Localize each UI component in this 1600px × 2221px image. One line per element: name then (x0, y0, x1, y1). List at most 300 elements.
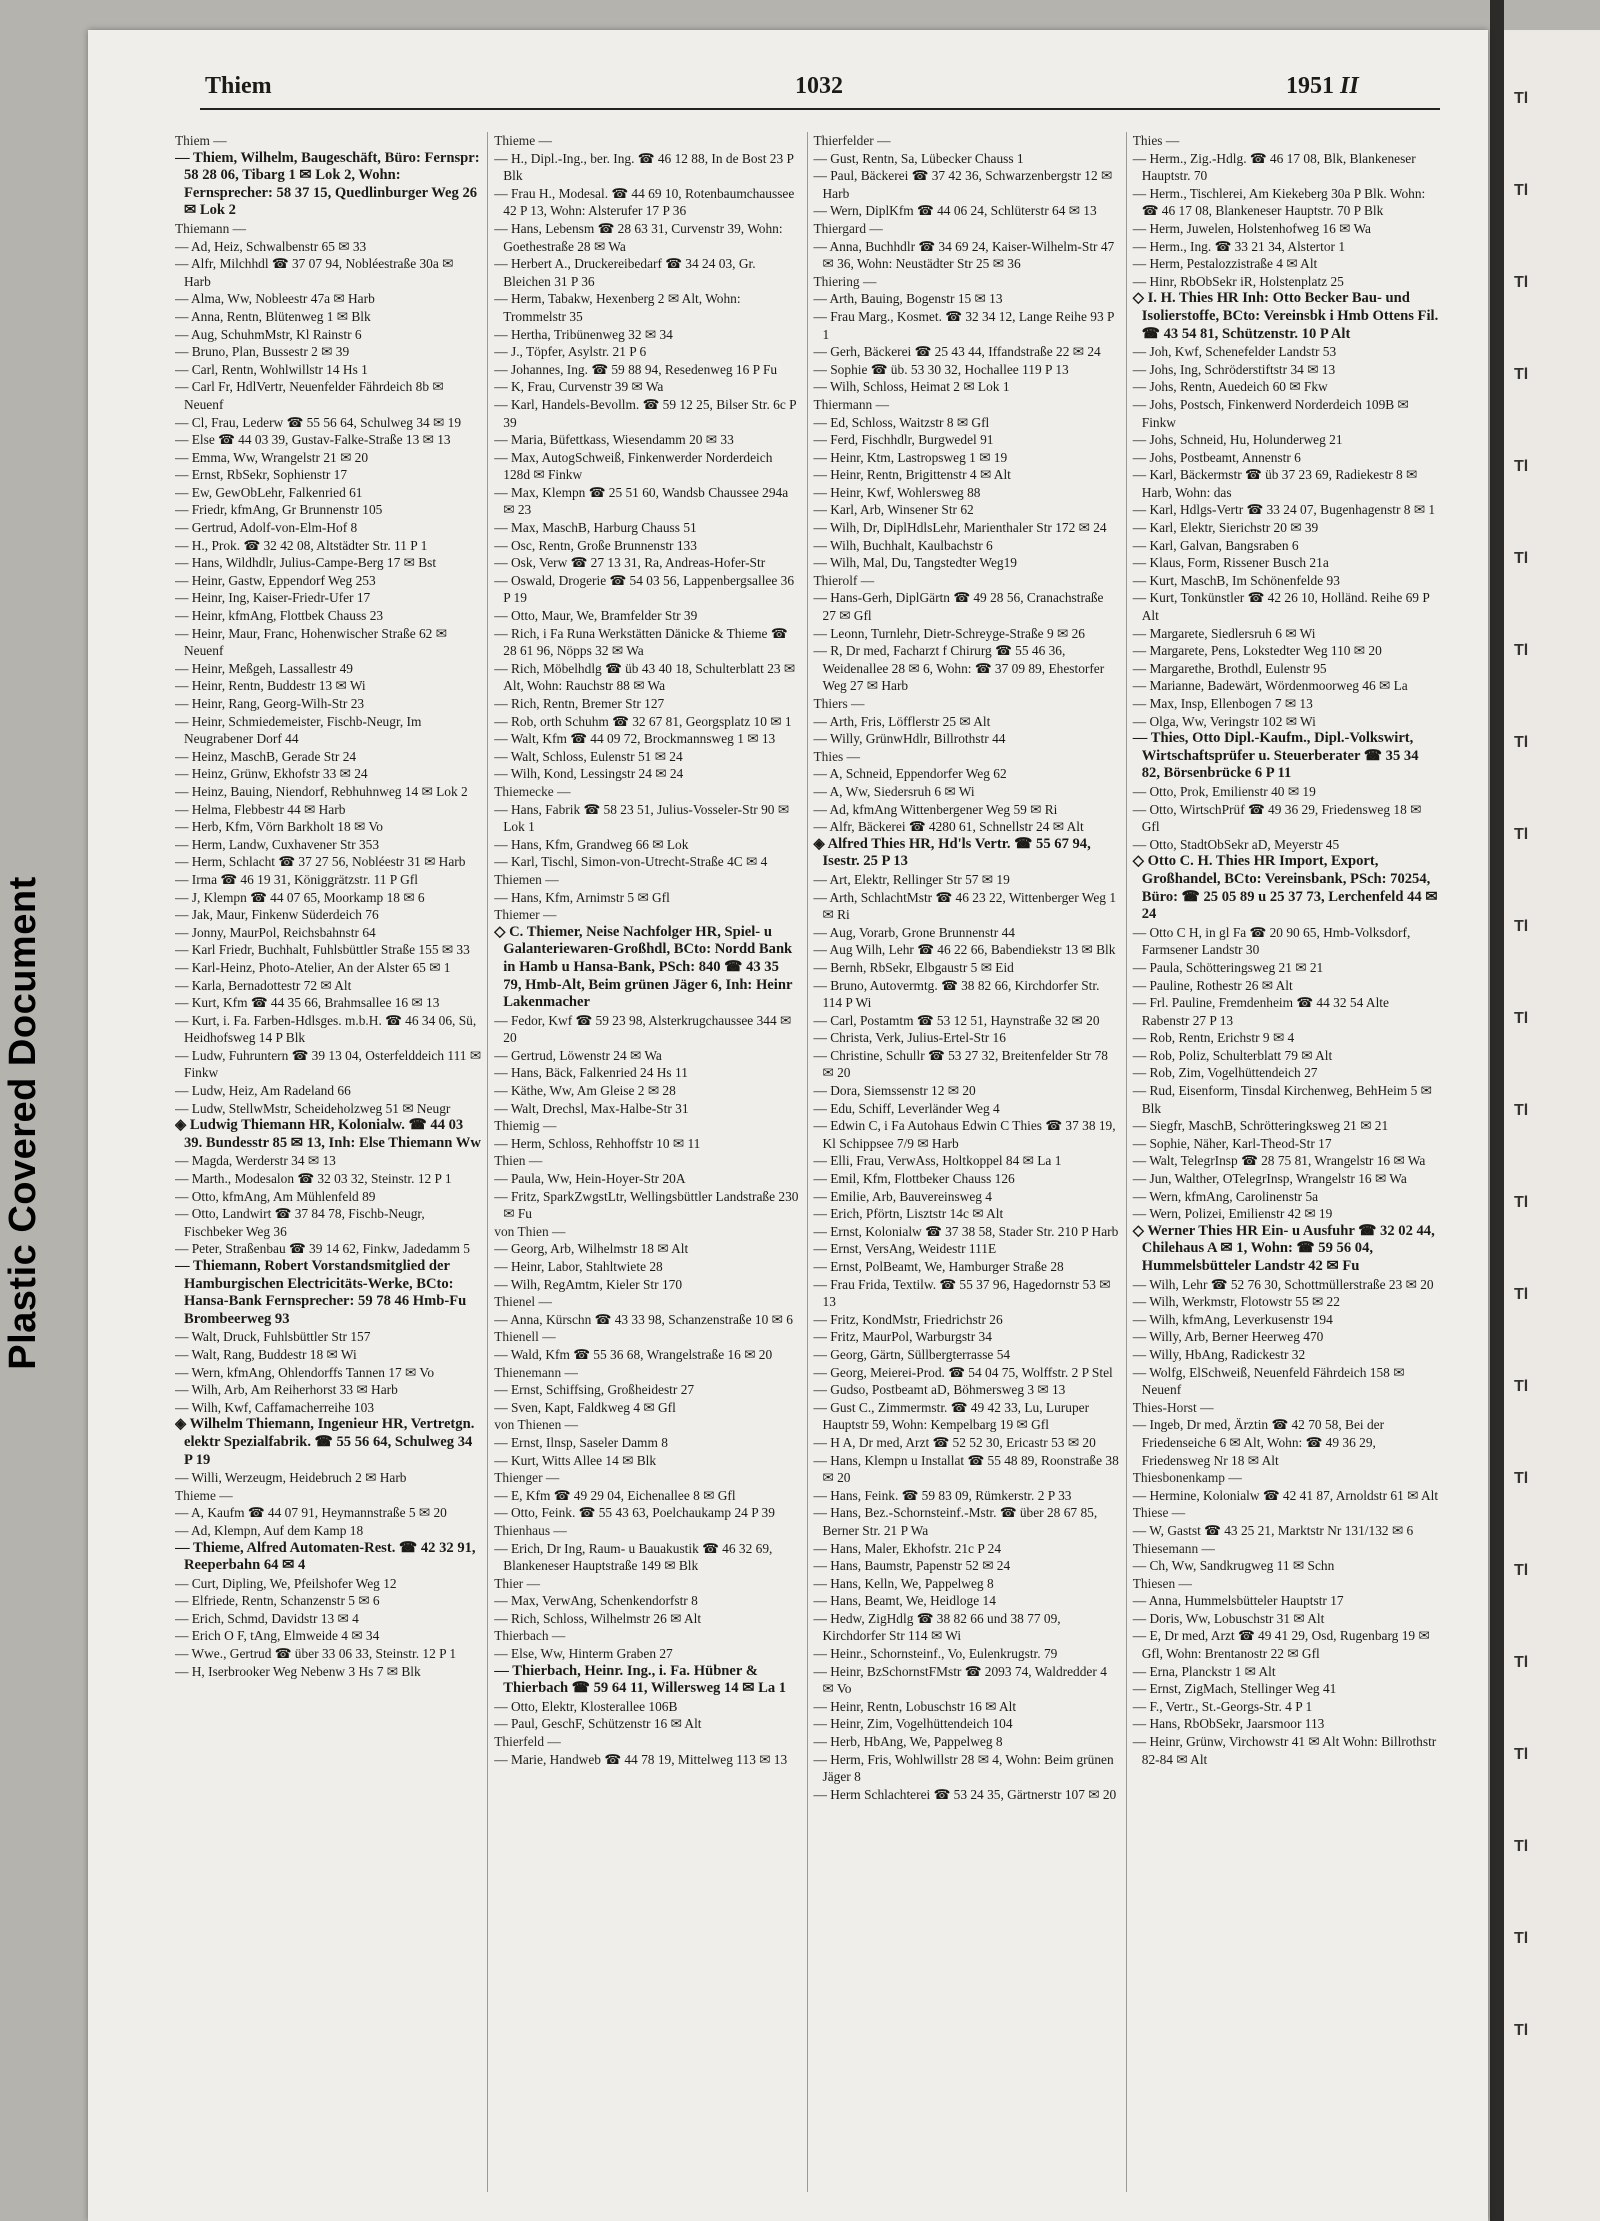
column-2 (487, 132, 806, 2192)
directory-entry: Thieme — (494, 133, 552, 148)
directory-entry: — Willi, Werzeugm, Heidebruch 2 ✉ Harb (175, 1470, 407, 1486)
directory-entry: — Otto, StadtObSekr aD, Meyerstr 45 (1132, 836, 1340, 852)
directory-entry: — Herm., Tischlerei, Am Kiekeberg 30a P Blk. Wohn: ☎ 46 17 08, Blankeneser Hauptstr. 70 P Blk (1132, 185, 1426, 219)
directory-entry: — Ernst, RbSekr, Sophienstr 17 (175, 467, 348, 483)
directory-entry: — Hans, Baumstr, Papenstr 52 ✉ 24 (813, 1558, 1011, 1574)
directory-entry: — Hertha, Tribünenweg 32 ✉ 34 (494, 326, 673, 342)
directory-entry: — Alfr, Bäckerei ☎ 4280 61, Schnellstr 24 ✉ Alt (813, 819, 1084, 835)
column-4 (1126, 132, 1445, 2192)
directory-entry: — Herm, Schlacht ☎ 37 27 56, Nobléestr 31 ✉ Harb (175, 854, 466, 870)
directory-entry: — Wern, Polizei, Emilienstr 42 ✉ 19 (1132, 1206, 1333, 1222)
directory-entry: — Otto, Maur, We, Bramfelder Str 39 (494, 608, 698, 624)
directory-entry: — Olga, Ww, Veringstr 102 ✉ Wi (1132, 713, 1316, 729)
next-page-fragment: Tl (1514, 1746, 1529, 1763)
directory-entry: — Karl, Arb, Winsener Str 62 (813, 502, 974, 518)
directory-entry: — Otto C H, in gl Fa ☎ 20 90 65, Hmb-Volksdorf, Farmsener Landstr 30 (1132, 924, 1411, 958)
directory-entry: — Oswald, Drogerie ☎ 54 03 56, Lappenbergsallee 36 P 19 (494, 572, 795, 606)
directory-entry: — Wilh, Werkmstr, Flotowstr 55 ✉ 22 (1132, 1294, 1340, 1310)
directory-entry: — Thies, Otto Dipl.-Kaufm., Dipl.-Volkswirt, Wirtschaftsprüfer u. Steuerberater ☎ 35 34 82, Börsenbrücke 6 P 11 (1132, 730, 1419, 782)
directory-entry: — Kurt, Tonkünstler ☎ 42 26 10, Holländ. Reihe 69 P Alt (1132, 590, 1430, 624)
directory-entry: — Heinz, Bauing, Niendorf, Rebhuhnweg 14 ✉ Lok 2 (175, 783, 468, 799)
directory-entry: — H, Iserbrooker Weg Nebenw 3 Hs 7 ✉ Blk (175, 1663, 421, 1679)
directory-entry: — Heinr, Kwf, Wohlersweg 88 (813, 484, 981, 500)
directory-entry: — Johs, Postbeamt, Annenstr 6 (1132, 449, 1301, 465)
directory-entry: — Georg, Arb, Wilhelmstr 18 ✉ Alt (494, 1241, 689, 1257)
directory-entry: — Edwin C, i Fa Autohaus Edwin C Thies ☎ 37 38 19, Kl Schippsee 7/9 ✉ Harb (813, 1118, 1116, 1151)
directory-entry: — Heinr, Rang, Georg-Wilh-Str 23 (175, 696, 365, 711)
directory-entry: — Erich, Pförtn, Lisztstr 14c ✉ Alt (813, 1206, 1004, 1222)
directory-entry: — Karl, Galvan, Bangsraben 6 (1132, 537, 1299, 553)
directory-entry: — Karl Friedr, Buchhalt, Fuhlsbüttler Straße 155 ✉ 33 (175, 942, 470, 958)
directory-entry: — Otto, Feink. ☎ 55 43 63, Poelchaukamp 24 P 39 (494, 1505, 775, 1521)
directory-entry: ◈ Alfred Thies HR, Hd'ls Vertr. ☎ 55 67 94, Isestr. 25 P 13 (813, 835, 1091, 870)
directory-entry: — Paul, Bäckerei ☎ 37 42 36, Schwarzenbergstr 12 ✉ Harb (813, 168, 1113, 201)
directory-entry: — Ad, Klempn, Auf dem Kamp 18 (175, 1522, 364, 1538)
directory-entry: — Heinr, Labor, Stahltwiete 28 (494, 1259, 663, 1274)
directory-entry: — Otto, kfmAng, Am Mühlenfeld 89 (175, 1188, 376, 1204)
directory-entry: — Otto, Prok, Emilienstr 40 ✉ 19 (1132, 783, 1316, 799)
directory-entry: — Herbert A., Druckereibedarf ☎ 34 24 03, Gr. Bleichen 31 P 36 (494, 256, 756, 289)
directory-entry: — Joh, Kwf, Schenefelder Landstr 53 (1132, 344, 1337, 360)
directory-entry: — Heinr, Schmiedemeister, Fischb-Neugr, Im Neugrabener Dorf 44 (175, 713, 422, 747)
directory-entry: — Ch, Ww, Sandkrugweg 11 ✉ Schn (1132, 1558, 1335, 1574)
directory-entry: — Max, Insp, Ellenbogen 7 ✉ 13 (1132, 696, 1313, 711)
directory-entry: — Wilh, Arb, Am Reiherhorst 33 ✉ Harb (175, 1382, 398, 1398)
directory-entry: ◈ Ludwig Thiemann HR, Kolonialw. ☎ 44 03 39. Bundesstr 85 ✉ 13, Inh: Else Thiemann Ww (175, 1117, 481, 1151)
directory-entry: von Thienen — (494, 1417, 579, 1433)
next-page-fragment: Tl (1514, 1562, 1529, 1579)
directory-entry: — Carl, Postamtm ☎ 53 12 51, Haynstraße 32 ✉ 20 (813, 1012, 1100, 1028)
next-page-fragment: Tl (1514, 182, 1529, 199)
directory-entry: — Alma, Ww, Nobleestr 47a ✉ Harb (175, 291, 375, 307)
directory-entry: — Ernst, VersAng, Weidestr 111E (813, 1241, 997, 1257)
directory-entry: — Magda, Werderstr 34 ✉ 13 (175, 1153, 336, 1169)
next-page-fragment: Tl (1514, 2022, 1529, 2039)
directory-entry: — Erna, Planckstr 1 ✉ Alt (1132, 1663, 1276, 1679)
directory-entry: — E, Dr med, Arzt ☎ 49 41 29, Osd, Rugenbarg 19 ✉ Gfl, Wohn: Brentanostr 22 ✉ Gfl (1132, 1628, 1430, 1662)
directory-entry: — K, Frau, Curvenstr 39 ✉ Wa (494, 379, 664, 395)
directory-entry: — Frau H., Modesal. ☎ 44 69 10, Rotenbaumchaussee 42 P 13, Wohn: Alsterufer 17 P 36 (494, 185, 795, 219)
header-part: II (1340, 73, 1359, 99)
next-page-fragment: Tl (1514, 1286, 1529, 1303)
directory-entry: — Fritz, KondMstr, Friedrichstr 26 (813, 1311, 1003, 1327)
directory-entry: — Otto, WirtschPrüf ☎ 49 36 29, Friedensweg 18 ✉ Gfl (1132, 801, 1422, 835)
directory-entry: — Hans, Beamt, We, Heidloge 14 (813, 1593, 996, 1609)
directory-entry: Thiemer — (494, 907, 557, 923)
directory-entry: — Rob, orth Schuhm ☎ 32 67 81, Georgsplatz 10 ✉ 1 (494, 713, 792, 729)
directory-entry: — Ingeb, Dr med, Ärztin ☎ 42 70 58, Bei der Friedenseiche 6 ✉ Alt, Wohn: ☎ 49 36 29, Friedensweg Nr 18 ✉ Alt (1132, 1417, 1385, 1468)
directory-entry: Thiesen — (1132, 1575, 1192, 1591)
directory-entry: — Walt, Schloss, Eulenstr 51 ✉ 24 (494, 748, 683, 764)
directory-entry: Thiemecke — (494, 783, 571, 799)
directory-entry: — Thieme, Alfred Automaten-Rest. ☎ 42 32 91, Reeperbahn 64 ✉ 4 (175, 1539, 476, 1574)
directory-entry: Thiesbonenkamp — (1132, 1470, 1242, 1486)
directory-entry: Thierbach — (494, 1628, 566, 1644)
directory-entry: — Carl, Rentn, Wohlwillstr 14 Hs 1 (175, 361, 368, 377)
directory-entry: — Margarethe, Brothdl, Eulenstr 95 (1132, 660, 1327, 676)
directory-columns (175, 132, 1445, 2192)
directory-entry: — Rich, i Fa Runa Werkstätten Dänicke & Thieme ☎ 28 61 96, Nöpps 32 ✉ Wa (494, 625, 788, 659)
page-header (113, 73, 1413, 113)
next-page-fragment: Tl (1514, 1378, 1529, 1395)
directory-entry: — Carl Fr, HdlVertr, Neuenfelder Fährdeich 8b ✉ Neuenf (175, 379, 444, 412)
next-page-fragment: Tl (1514, 918, 1529, 935)
directory-entry: — Rich, Schloss, Wilhelmstr 26 ✉ Alt (494, 1610, 702, 1626)
directory-entry: — Wilh, Kwf, Caffamacherreihe 103 (175, 1399, 375, 1415)
header-rule (200, 108, 1440, 110)
directory-entry: Thiergard — (813, 220, 883, 236)
directory-entry: — Heinr., Schornsteinf., Vo, Eulenkrugstr. 79 (813, 1646, 1058, 1662)
directory-entry: — Heinz, MaschB, Gerade Str 24 (175, 748, 357, 764)
directory-entry: — Margarete, Siedlersruh 6 ✉ Wi (1132, 625, 1316, 641)
directory-entry: — Frau Frida, Textilw. ☎ 55 37 96, Hagedornstr 53 ✉ 13 (813, 1276, 1111, 1310)
directory-entry: — Fedor, Kwf ☎ 59 23 98, Alsterkrugchaussee 344 ✉ 20 (494, 1012, 792, 1046)
directory-entry: — Emma, Ww, Wrangelstr 21 ✉ 20 (175, 449, 369, 465)
directory-entry: ◇ Werner Thies HR Ein- u Ausfuhr ☎ 32 02 44, Chilehaus A ✉ 1, Wohn: ☎ 59 56 04, Hummelsbütteler Landstr 42 ✉ Fu (1132, 1222, 1435, 1274)
directory-entry: — Gudso, Postbeamt aD, Böhmersweg 3 ✉ 13 (813, 1382, 1066, 1398)
side-label: Plastic Covered Document (2, 876, 44, 1370)
next-page-edge (1504, 30, 1600, 2221)
directory-entry: — Arth, SchlachtMstr ☎ 46 23 22, Wittenberger Weg 1 ✉ Ri (813, 889, 1117, 923)
directory-entry: — Aug Wilh, Lehr ☎ 46 22 66, Babendiekstr 13 ✉ Blk (813, 942, 1116, 958)
directory-entry: — Heinr, kfmAng, Flottbek Chauss 23 (175, 608, 384, 624)
directory-entry: — Georg, Gärtn, Süllbergterrasse 54 (813, 1346, 1011, 1362)
directory-entry: — Gertrud, Löwenstr 24 ✉ Wa (494, 1047, 662, 1063)
directory-entry: — Hans, Klempn u Installat ☎ 55 48 89, Roonstraße 38 ✉ 20 (813, 1452, 1119, 1486)
directory-entry: — A, Ww, Siedersruh 6 ✉ Wi (813, 783, 975, 799)
directory-entry: — Herm Schlachterei ☎ 53 24 35, Gärtnerstr 107 ✉ 20 (813, 1786, 1117, 1802)
directory-entry: — Willy, GrünwHdlr, Billrothstr 44 (813, 731, 1006, 747)
directory-entry: — J., Töpfer, Asylstr. 21 P 6 (494, 344, 647, 360)
directory-entry: Thiering — (813, 273, 877, 289)
directory-entry: — Elfriede, Rentn, Schanzenstr 5 ✉ 6 (175, 1593, 380, 1609)
directory-entry: — Bruno, Autovermtg. ☎ 38 82 66, Kirchdorfer Str. 114 P Wi (813, 977, 1100, 1011)
directory-entry: Thienhaus — (494, 1522, 567, 1538)
directory-entry: — Alfr, Milchhdl ☎ 37 07 94, Nobléestraße 30a ✉ Harb (175, 256, 454, 289)
header-year (1286, 73, 1359, 100)
directory-entry: — Herm, Fris, Wohlwillstr 28 ✉ 4, Wohn: Beim grünen Jäger 8 (813, 1751, 1114, 1785)
directory-entry: — Emilie, Arb, Bauvereinsweg 4 (813, 1188, 993, 1204)
directory-entry: — Ernst, ZigMach, Stellinger Weg 41 (1132, 1681, 1337, 1697)
directory-entry: — Elli, Frau, VerwAss, Holtkoppel 84 ✉ La 1 (813, 1153, 1062, 1169)
directory-entry: Thienger — (494, 1470, 560, 1486)
directory-entry: — Johs, Ing, Schröderstiftstr 34 ✉ 13 (1132, 361, 1336, 377)
directory-entry: — Herm, Pestalozzistraße 4 ✉ Alt (1132, 256, 1318, 272)
directory-entry: — F., Vertr., St.-Georgs-Str. 4 P 1 (1132, 1698, 1313, 1714)
next-page-fragment: Tl (1514, 1194, 1529, 1211)
directory-entry: — Heinr, Rentn, Buddestr 13 ✉ Wi (175, 678, 366, 694)
header-surname: Thiem (205, 73, 272, 99)
directory-entry: — Art, Elektr, Rellinger Str 57 ✉ 19 (813, 871, 1010, 887)
book-gutter (1490, 0, 1504, 2221)
directory-entry: — Karl-Heinz, Photo-Atelier, An der Alster 65 ✉ 1 (175, 959, 451, 975)
directory-entry: — Sven, Kapt, Faldkweg 4 ✉ Gfl (494, 1399, 676, 1415)
directory-entry: — Kurt, Kfm ☎ 44 35 66, Brahmsallee 16 ✉ 13 (175, 995, 440, 1011)
directory-entry: Thienell — (494, 1329, 556, 1345)
directory-entry: — Anna, Hummelsbütteler Hauptstr 17 (1132, 1593, 1344, 1609)
directory-entry: — Wald, Kfm ☎ 55 36 68, Wrangelstraße 16 ✉ 20 (494, 1346, 773, 1362)
directory-entry: — Else ☎ 44 03 39, Gustav-Falke-Straße 13 ✉ 13 (175, 432, 451, 448)
directory-entry: — Johannes, Ing. ☎ 59 88 94, Resedenweg 16 P Fu (494, 361, 778, 377)
directory-entry: — Frl. Pauline, Fremdenheim ☎ 44 32 54 Alte Rabenstr 27 P 13 (1132, 995, 1389, 1028)
directory-entry: Thiem — (175, 133, 227, 148)
directory-entry: — Wern, DiplKfm ☎ 44 06 24, Schlüterstr 64 ✉ 13 (813, 203, 1097, 219)
directory-entry: — Fritz, MaurPol, Warburgstr 34 (813, 1329, 992, 1345)
directory-entry: — Kurt, i. Fa. Farben-Hdlsges. m.b.H. ☎ 46 34 06, Sü, Heidhofsweg 14 P Blk (175, 1012, 477, 1046)
directory-entry: — Max, AutogSchweiß, Finkenwerder Norderdeich 128d ✉ Finkw (494, 449, 773, 483)
directory-entry: — Thierbach, Heinr. Ing., i. Fa. Hübner & Thierbach ☎ 59 64 11, Willersweg 14 ✉ La 1 (494, 1662, 787, 1697)
next-page-fragment: Tl (1514, 826, 1529, 843)
directory-entry: — Herb, HbAng, We, Pappelweg 8 (813, 1734, 1003, 1750)
directory-entry: — J, Klempn ☎ 44 07 65, Moorkamp 18 ✉ 6 (175, 889, 425, 905)
directory-entry: — Hans-Gerh, DiplGärtn ☎ 49 28 56, Cranachstraße 27 ✉ Gfl (813, 590, 1104, 624)
directory-entry: — Hans, Feink. ☎ 59 83 09, Rümkerstr. 2 P 33 (813, 1487, 1072, 1503)
directory-entry: — Christa, Verk, Julius-Ertel-Str 16 (813, 1030, 1006, 1046)
directory-entry: — Anna, Buchhdlr ☎ 34 69 24, Kaiser-Wilhelm-Str 47 ✉ 36, Wohn: Neustädter Str 25 ✉ 36 (813, 238, 1115, 272)
directory-entry: — Rud, Eisenform, Tinsdal Kirchenweg, BehHeim 5 ✉ Blk (1132, 1083, 1432, 1116)
directory-entry: — Karl, Hdlgs-Vertr ☎ 33 24 07, Bugenhagenstr 8 ✉ 1 (1132, 502, 1436, 518)
directory-entry: Thieme — (175, 1487, 233, 1503)
directory-entry: — Herm, Tabakw, Hexenberg 2 ✉ Alt, Wohn: Trommelstr 35 (494, 291, 741, 324)
directory-entry: — Karl, Handels-Bevollm. ☎ 59 12 25, Bilser Str. 6c P 39 (494, 396, 797, 430)
directory-entry: — Heinr, Grünw, Virchowstr 41 ✉ Alt Wohn: Billrothstr 82-84 ✉ Alt (1132, 1734, 1437, 1767)
directory-entry: — Osc, Rentn, Große Brunnenstr 133 (494, 537, 697, 553)
directory-entry: — Heinr, Maur, Franc, Hohenwischer Straße 62 ✉ Neuenf (175, 625, 447, 659)
directory-entry: — Jak, Maur, Finkenw Süderdeich 76 (175, 907, 379, 923)
directory-entry: ◇ I. H. Thies HR Inh: Otto Becker Bau- und Isolierstoffe, BCto: Vereinsbk i Hmb Ottens Fil. ☎ 43 54 81, Schützenstr. 10 P Alt (1132, 290, 1439, 342)
directory-entry: — A, Schneid, Eppendorfer Weg 62 (813, 766, 1007, 782)
directory-entry: — Gerh, Bäckerei ☎ 25 43 44, Iffandstraße 22 ✉ 24 (813, 344, 1101, 360)
directory-entry: — Gust, Rentn, Sa, Lübecker Chauss 1 (813, 150, 1024, 166)
directory-entry: — Wolfg, ElSchweiß, Neuenfeld Fährdeich 158 ✉ Neuenf (1132, 1364, 1405, 1398)
directory-entry: — Heinr, Gastw, Eppendorf Weg 253 (175, 572, 376, 588)
directory-entry: — Ed, Schloss, Waitzstr 8 ✉ Gfl (813, 414, 990, 430)
directory-entry: Thies — (1132, 133, 1180, 148)
directory-entry: — Walt, Drechsl, Max-Halbe-Str 31 (494, 1100, 689, 1116)
directory-entry: — Edu, Schiff, Leverländer Weg 4 (813, 1100, 1000, 1116)
directory-entry: — Gust C., Zimmermstr. ☎ 49 42 33, Lu, Luruper Hauptstr 59, Wohn: Kempelbarg 19 ✉ Gfl (813, 1399, 1090, 1433)
directory-entry: — Emil, Kfm, Flottbeker Chauss 126 (813, 1171, 1015, 1187)
next-page-fragment: Tl (1514, 274, 1529, 291)
directory-entry: — R, Dr med, Facharzt f Chirurg ☎ 55 46 36, Weidenallee 28 ✉ 6, Wohn: ☎ 37 09 89, Ehestorfer Weg 27 ✉ Harb (813, 643, 1105, 694)
directory-entry: — Friedr, kfmAng, Gr Brunnenstr 105 (175, 502, 383, 518)
directory-entry: — Gertrud, Adolf-von-Elm-Hof 8 (175, 520, 358, 536)
directory-entry: — Thiemann, Robert Vorstandsmitglied der Hamburgischen Electricitäts-Werke, BCto: Hansa-Bank Fernsprecher: 59 78 46 Hmb-Fu Brombeerweg 93 (175, 1258, 467, 1327)
directory-entry: Thiermann — (813, 396, 889, 412)
directory-entry: — Wilh, kfmAng, Leverkusenstr 194 (1132, 1311, 1333, 1327)
directory-entry: — Sophie ☎ üb. 53 30 32, Hochallee 119 P 13 (813, 361, 1069, 377)
directory-entry: — Ernst, Ilnsp, Saseler Damm 8 (494, 1434, 668, 1450)
directory-entry: — H., Prok. ☎ 32 42 08, Altstädter Str. 11 P 1 (175, 537, 428, 553)
directory-entry: — Walt, Druck, Fuhlsbüttler Str 157 (175, 1329, 371, 1345)
directory-entry: — Bernh, RbSekr, Elbgaustr 5 ✉ Eid (813, 959, 1014, 975)
directory-entry: — Hans, Kfm, Grandweg 66 ✉ Lok (494, 836, 689, 852)
directory-entry: — Doris, Ww, Lobuschstr 31 ✉ Alt (1132, 1610, 1325, 1626)
column-3 (807, 132, 1126, 2192)
directory-entry: Thierolf — (813, 572, 875, 588)
directory-entry: — Wilh, Dr, DiplHdlsLehr, Marienthaler Str 172 ✉ 24 (813, 520, 1107, 536)
directory-entry: — Kurt, Witts Allee 14 ✉ Blk (494, 1452, 657, 1468)
directory-entry: Thier — (494, 1575, 540, 1591)
directory-entry: — Hans, Kfm, Arnimstr 5 ✉ Gfl (494, 889, 670, 905)
directory-entry: — Walt, Kfm ☎ 44 09 72, Brockmannsweg 1 ✉ 13 (494, 731, 776, 747)
next-page-fragment: Tl (1514, 1470, 1529, 1487)
directory-entry: — Jonny, MaurPol, Reichsbahnstr 64 (175, 924, 376, 940)
directory-entry: — Else, Ww, Hinterm Graben 27 (494, 1646, 673, 1662)
directory-entry: — Hinr, RbObSekr iR, Holstenplatz 25 (1132, 273, 1344, 289)
directory-entry: — Paul, GeschF, Schützenstr 16 ✉ Alt (494, 1716, 702, 1732)
directory-entry: Thienemann — (494, 1364, 578, 1380)
directory-entry: — Karl, Bäckermstr ☎ üb 37 23 69, Radiekestr 8 ✉ Harb, Wohn: das (1132, 467, 1418, 500)
directory-entry: — Heinr, Ktm, Lastropsweg 1 ✉ 19 (813, 449, 1008, 465)
next-page-fragment: Tl (1514, 734, 1529, 751)
directory-entry: — Herm., Zig.-Hdlg. ☎ 46 17 08, Blk, Blankeneser Hauptstr. 70 (1132, 150, 1416, 184)
directory-entry: — Ew, GewObLehr, Falkenried 61 (175, 484, 363, 500)
directory-entry: — Rich, Möbelhdlg ☎ üb 43 40 18, Schulterblatt 23 ✉ Alt, Wohn: Rauchstr 88 ✉ Wa (494, 660, 796, 694)
directory-entry: — Sophie, Näher, Karl-Theod-Str 17 (1132, 1135, 1332, 1151)
directory-entry: — Wilh, Mal, Du, Tangstedter Weg19 (813, 555, 1017, 571)
next-page-fragment: Tl (1514, 1930, 1529, 1947)
directory-entry: — Karla, Bernadottestr 72 ✉ Alt (175, 977, 352, 993)
directory-entry: — H., Dipl.-Ing., ber. Ing. ☎ 46 12 88, In de Bost 23 P Blk (494, 150, 794, 184)
directory-entry: — Heinr, Ing, Kaiser-Friedr-Ufer 17 (175, 590, 371, 606)
directory-entry: — Christine, Schullr ☎ 53 27 32, Breitenfelder Str 78 ✉ 20 (813, 1047, 1108, 1081)
directory-entry: — Herm, Landw, Cuxhavener Str 353 (175, 836, 380, 852)
directory-entry: Thiers — (813, 696, 865, 711)
directory-entry: — Wilh, Lehr ☎ 52 76 30, Schottmüllerstraße 23 ✉ 20 (1132, 1276, 1434, 1292)
directory-entry: — Ad, kfmAng Wittenbergener Weg 59 ✉ Ri (813, 801, 1058, 817)
directory-entry: — Max, MaschB, Harburg Chauss 51 (494, 520, 697, 536)
directory-entry: — Helma, Flebbestr 44 ✉ Harb (175, 801, 346, 817)
directory-entry: — Erich, Dr Ing, Raum- u Bauakustik ☎ 46 32 69, Blankeneser Hauptstraße 149 ✉ Blk (494, 1540, 773, 1574)
directory-entry: — Rob, Poliz, Schulterblatt 79 ✉ Alt (1132, 1047, 1333, 1063)
directory-entry: — Ad, Heiz, Schwalbenstr 65 ✉ 33 (175, 238, 367, 254)
directory-entry: — Herm, Schloss, Rehhoffstr 10 ✉ 11 (494, 1135, 701, 1151)
directory-entry: — Peter, Straßenbau ☎ 39 14 62, Finkw, Jadedamm 5 (175, 1241, 470, 1257)
directory-entry: — Hans, Bäck, Falkenried 24 Hs 11 (494, 1065, 688, 1081)
directory-entry: — Herm, Juwelen, Holstenhofweg 16 ✉ Wa (1132, 220, 1371, 236)
next-page-fragment: Tl (1514, 1010, 1529, 1027)
directory-entry: — A, Kaufm ☎ 44 07 91, Heymannstraße 5 ✉ 20 (175, 1505, 447, 1521)
directory-entry: — Siegfr, MaschB, Schrötteringksweg 21 ✉ 21 (1132, 1118, 1389, 1134)
directory-entry: — Anna, Kürschn ☎ 43 33 98, Schanzenstraße 10 ✉ 6 (494, 1311, 793, 1327)
next-page-fragment: Tl (1514, 90, 1529, 107)
next-page-fragment: Tl (1514, 1838, 1529, 1855)
directory-entry: — Marianne, Badewärt, Wördenmoorweg 46 ✉ La (1132, 678, 1408, 694)
directory-entry: — Herb, Kfm, Vörn Barkholt 18 ✉ Vo (175, 819, 383, 835)
directory-entry: — Aug, Vorarb, Grone Brunnenstr 44 (813, 924, 1015, 940)
directory-entry: — Hermine, Kolonialw ☎ 42 41 87, Arnoldstr 61 ✉ Alt (1132, 1487, 1439, 1503)
directory-entry: Thiesemann — (1132, 1540, 1215, 1556)
directory-entry: — Arth, Bauing, Bogenstr 15 ✉ 13 (813, 291, 1003, 307)
directory-entry: — Heinr, Rentn, Lobuschstr 16 ✉ Alt (813, 1698, 1017, 1714)
directory-entry: — Erich O F, tAng, Elmweide 4 ✉ 34 (175, 1628, 380, 1644)
directory-entry: — Wilh, Buchhalt, Kaulbachstr 6 (813, 537, 993, 553)
directory-entry: — Hans, RbObSekr, Jaarsmoor 113 (1132, 1716, 1325, 1732)
directory-entry: — Rob, Zim, Vogelhüttendeich 27 (1132, 1065, 1318, 1081)
directory-entry: — Cl, Frau, Lederw ☎ 55 56 64, Schulweg 34 ✉ 19 (175, 414, 462, 430)
directory-entry: — Wilh, RegAmtm, Kieler Str 170 (494, 1276, 683, 1292)
directory-entry: — Käthe, Ww, Am Gleise 2 ✉ 28 (494, 1083, 676, 1099)
directory-entry: Thies — (813, 748, 860, 764)
directory-entry: — Heinr, Zim, Vogelhüttendeich 104 (813, 1716, 1013, 1732)
directory-entry: — Rob, Rentn, Erichstr 9 ✉ 4 (1132, 1030, 1295, 1046)
directory-entry: — Frau Marg., Kosmet. ☎ 32 34 12, Lange Reihe 93 P 1 (813, 308, 1114, 342)
directory-entry: — Otto, Landwirt ☎ 37 84 78, Fischb-Neugr, Fischbeker Weg 36 (175, 1206, 425, 1239)
directory-entry: ◈ Wilhelm Thiemann, Ingenieur HR, Vertretgn. elektr Spezialfabrik. ☎ 55 56 64, Schulweg 34 P 19 (175, 1416, 475, 1468)
directory-entry: — Klaus, Form, Rissener Busch 21a (1132, 555, 1329, 571)
directory-entry: — Osk, Verw ☎ 27 13 31, Ra, Andreas-Hofer-Str (494, 555, 766, 571)
directory-entry: — Hans, Lebensm ☎ 28 63 31, Curvenstr 39, Wohn: Goethestraße 28 ✉ Wa (494, 220, 783, 254)
directory-entry: — Dora, Siemssenstr 12 ✉ 20 (813, 1083, 976, 1099)
column-1 (175, 132, 487, 2192)
directory-entry: — Heinr, BzSchornstFMstr ☎ 2093 74, Waldredder 4 ✉ Vo (813, 1663, 1107, 1697)
directory-entry: — Wwe., Gertrud ☎ über 33 06 33, Steinstr. 12 P 1 (175, 1646, 457, 1662)
directory-entry: — Ernst, PolBeamt, We, Hamburger Straße 28 (813, 1259, 1064, 1274)
directory-entry: — Leonn, Turnlehr, Dietr-Schreyge-Straße 9 ✉ 26 (813, 625, 1085, 641)
directory-entry: — Hans, Kelln, We, Pappelweg 8 (813, 1575, 994, 1591)
directory-entry: — Maria, Büfettkass, Wiesendamm 20 ✉ 33 (494, 432, 734, 448)
directory-entry: Thiemen — (494, 871, 559, 887)
directory-entry: — Wilh, Kond, Lessingstr 24 ✉ 24 (494, 766, 684, 782)
directory-entry: — Georg, Meierei-Prod. ☎ 54 04 75, Wolffstr. 2 P Stel (813, 1364, 1113, 1380)
directory-entry: — Irma ☎ 46 19 31, Königgrätzstr. 11 P Gfl (175, 871, 418, 887)
directory-entry: Thien — (494, 1153, 543, 1169)
directory-entry: — Heinr, Meßgeh, Lassallestr 49 (175, 660, 353, 676)
directory-entry: Thiemann — (175, 220, 247, 236)
next-page-fragment: Tl (1514, 366, 1529, 383)
directory-entry: — Willy, HbAng, Radickestr 32 (1132, 1346, 1306, 1362)
directory-entry: — Willy, Arb, Berner Heerweg 470 (1132, 1329, 1324, 1345)
directory-entry: — Otto, Elektr, Klosterallee 106B (494, 1698, 678, 1714)
directory-entry: — Johs, Schneid, Hu, Holunderweg 21 (1132, 432, 1343, 448)
directory-entry: Thierfeld — (494, 1734, 561, 1750)
directory-entry: — Heinr, Rentn, Brigittenstr 4 ✉ Alt (813, 467, 1011, 483)
directory-entry: — Ludw, StellwMstr, Scheideholzweg 51 ✉ Neugr (175, 1100, 451, 1116)
directory-entry: — Margarete, Pens, Lokstedter Weg 110 ✉ 20 (1132, 643, 1382, 659)
directory-entry: — Pauline, Rothestr 26 ✉ Alt (1132, 977, 1293, 993)
directory-entry: — Walt, Rang, Buddestr 18 ✉ Wi (175, 1346, 357, 1362)
directory-entry: — Wern, kfmAng, Carolinenstr 5a (1132, 1188, 1319, 1204)
next-page-fragment: Tl (1514, 458, 1529, 475)
directory-entry: — Anna, Rentn, Blütenweg 1 ✉ Blk (175, 308, 371, 324)
directory-entry: — Thiem, Wilhelm, Baugeschäft, Büro: Fernspr: 58 28 06, Tibarg 1 ✉ Lok 2, Wohn: Fernsprecher: 58 37 15, Quedlinburger Weg 26 ✉ Lok 2 (175, 149, 480, 219)
directory-entry: — Kurt, MaschB, Im Schönenfelde 93 (1132, 572, 1340, 588)
directory-entry: — Johs, Rentn, Auedeich 60 ✉ Fkw (1132, 379, 1328, 395)
directory-entry: — Hans, Fabrik ☎ 58 23 51, Julius-Vosseler-Str 90 ✉ Lok 1 (494, 801, 790, 835)
directory-entry: von Thien — (494, 1223, 566, 1239)
directory-entry: — Ferd, Fischhdlr, Burgwedel 91 (813, 432, 994, 448)
directory-entry: — Ludw, Heiz, Am Radeland 66 (175, 1083, 351, 1099)
directory-entry: Thiemig — (494, 1118, 557, 1134)
next-page-fragment: Tl (1514, 642, 1529, 659)
directory-entry: — Walt, TelegrInsp ☎ 28 75 81, Wrangelstr 16 ✉ Wa (1132, 1153, 1426, 1169)
directory-entry: — Ludw, Fuhruntern ☎ 39 13 04, Osterfelddeich 111 ✉ Finkw (175, 1047, 482, 1081)
directory-entry: — Karl, Elektr, Sierichstr 20 ✉ 39 (1132, 520, 1319, 536)
directory-entry: — Karl, Tischl, Simon-von-Utrecht-Straße 4C ✉ 4 (494, 854, 768, 870)
directory-entry: — Jun, Walther, OTelegrInsp, Wrangelstr 16 ✉ Wa (1132, 1171, 1407, 1187)
directory-entry: ◇ Otto C. H. Thies HR Import, Export, Großhandel, BCto: Vereinsbank, PSch: 70254, Büro: ☎ 25 05 89 u 25 37 73, Lerchenfeld 44 ✉ 24 (1132, 853, 1438, 923)
directory-entry: — Erich, Schmd, Davidstr 13 ✉ 4 (175, 1610, 359, 1626)
directory-entry: — W, Gastst ☎ 43 25 21, Marktstr Nr 131/132 ✉ 6 (1132, 1522, 1414, 1538)
directory-entry: — Hans, Wildhdlr, Julius-Campe-Berg 17 ✉ Bst (175, 555, 437, 571)
directory-entry: — Paula, Ww, Hein-Hoyer-Str 20A (494, 1171, 686, 1187)
directory-entry: — Hans, Bez.-Schornsteinf.-Mstr. ☎ über 28 67 85, Berner Str. 21 P Wa (813, 1505, 1098, 1538)
directory-entry: Thies-Horst — (1132, 1399, 1214, 1415)
directory-entry: — Max, VerwAng, Schenkendorfstr 8 (494, 1593, 698, 1609)
directory-entry: — Wern, kfmAng, Ohlendorffs Tannen 17 ✉ Vo (175, 1364, 435, 1380)
directory-entry: — Curt, Dipling, We, Pfeilshofer Weg 12 (175, 1575, 397, 1591)
